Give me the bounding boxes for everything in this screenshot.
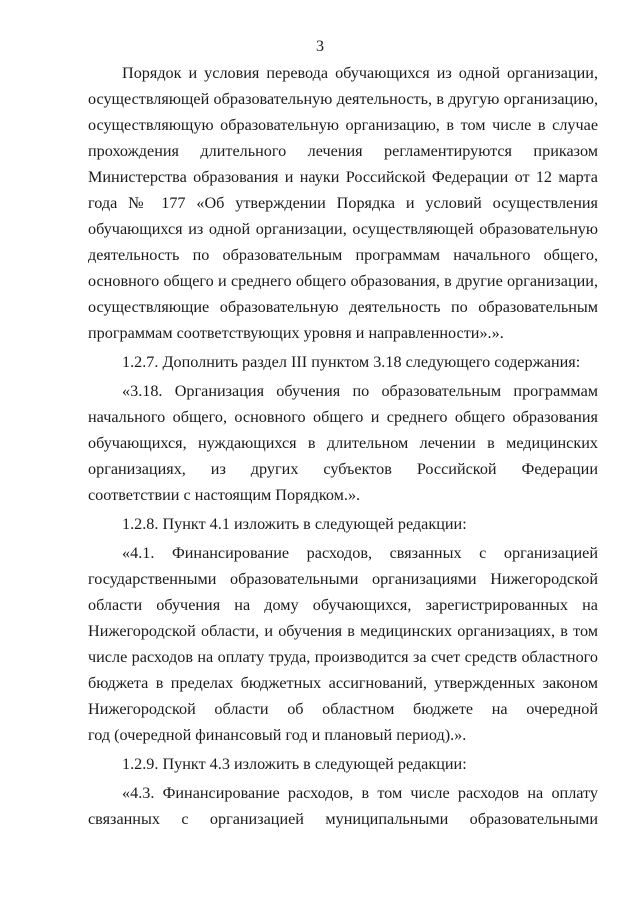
text-line: бюджета в пределах бюджетных ассигнований, утвержденных законом [88, 674, 598, 692]
text-line: осуществляющей образовательную деятельность, в другую организацию, [88, 90, 598, 108]
text-line: области обучения на дому обучающихся, зарегистрированных на [88, 596, 598, 614]
text-line: «3.18. Организация обучения по образовательным программам [122, 382, 598, 400]
text-line: программам соответствующих уровня и направленности».». [88, 324, 504, 342]
text-line: Порядок и условия перевода обучающихся из одной организации, [122, 64, 598, 82]
text-line: прохождения длительного лечения регламентируются приказом [88, 142, 598, 160]
text-line: 1.2.8. Пункт 4.1 изложить в следующей редакции: [122, 515, 467, 533]
text-line: обучающихся из одной организации, осуществляющей образовательную [88, 220, 598, 238]
text-line: осуществляющую образовательную организацию, в том числе в случае [88, 116, 598, 134]
text-line: государственными образовательными организациями Нижегородской [88, 570, 598, 588]
text-line: 1.2.7. Дополнить раздел III пунктом 3.18 следующего содержания: [122, 353, 581, 371]
text-line: деятельность по образовательным программам начального общего, [88, 246, 598, 264]
text-line: года № 177 «Об утверждении Порядка и условий осуществления [88, 194, 598, 212]
text-line: «4.3. Финансирование расходов, в том числе расходов на оплату [122, 784, 598, 802]
text-line: 1.2.9. Пункт 4.3 изложить в следующей редакции: [122, 755, 467, 773]
text-line: «4.1. Финансирование расходов, связанных с организацией [122, 544, 598, 562]
page-number: 3 [316, 38, 324, 55]
text-line: числе расходов на оплату труда, производится за счет средств областного [88, 648, 598, 666]
text-line: Министерства образования и науки Российской Федерации от 12 марта [88, 168, 598, 186]
text-line: осуществляющие образовательную деятельность по образовательным [88, 298, 598, 316]
body-text [88, 60, 598, 832]
text-line: начального общего, основного общего и среднего общего образования [88, 408, 598, 426]
text-line: Нижегородской области, и обучения в медицинских организациях, в том [88, 622, 598, 640]
text-line: соответствии с настоящим Порядком.». [88, 486, 361, 504]
text-line: связанных с организацией муниципальными образовательными [88, 810, 598, 828]
text-line: обучающихся, нуждающихся в длительном лечении в медицинских [88, 434, 598, 452]
text-line: год (очередной финансовый год и плановый период).». [88, 726, 467, 744]
text-line: Нижегородской области об областном бюджете на очередной [88, 700, 598, 718]
text-line: организациях, из других субъектов Российской Федерации [88, 460, 598, 478]
text-line: основного общего и среднего общего образования, в другие организации, [88, 272, 598, 290]
